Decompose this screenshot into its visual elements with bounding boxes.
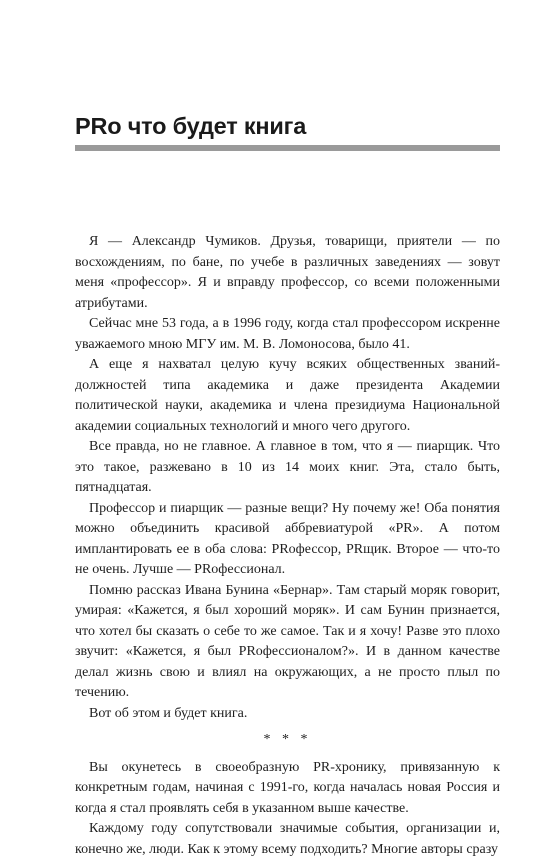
paragraph: Вы окунетесь в своеобразную PR-хронику, привязанную к конкретным годам, начиная с 1991-го, когда началась новая Россия и когда я стал проявлять себя в указанном выше качестве. xyxy=(75,759,500,816)
paragraph: Профессор и пиарщик — разные вещи? Ну почему же! Оба понятия можно объединить красивой аббревиатурой «PR». А потом имплантировать ее в оба слова: PRофессор, PRщик. Второе — что-то не очень. Лучше — PRофессионал. xyxy=(75,500,500,577)
paragraph: Сейчас мне 53 года, а в 1996 году, когда стал профессором искренне уважаемого мною МГУ им. М. В. Ломоносова, было 41. xyxy=(75,316,500,352)
title-underline xyxy=(75,145,500,151)
paragraph: Все правда, но не главное. А главное в том, что я — пиарщик. Что это такое, разжевано в 10 из 14 моих книг. Эта, стало быть, пятнадцатая. xyxy=(75,439,500,495)
paragraph: Я — Александр Чумиков. Друзья, товарищи, приятели — по восхождениям, по бане, по учебе в различных заведениях — зовут меня «профессор». Я и вправду профессор, со всеми положенными атрибутами. xyxy=(75,234,500,311)
paragraph: Каждому году сопутствовали значимые события, организации и, конечно же, люди. Как к этому всему подходить? Многие авторы сразу xyxy=(75,821,500,857)
chapter-title: PRo что будет книга xyxy=(75,113,307,139)
body-text xyxy=(75,232,500,860)
paragraph: Помню рассказ Ивана Бунина «Бернар». Там старый моряк говорит, умирая: «Кажется, я был хороший моряк». И сам Бунин признается, что хотел бы сказать о себе то же самое. Так и я хочу! Разве это плохо звучит: «Кажется, я был PRофессионалом?». И в данном качестве делал жизнь свою и влиял на окружающих, а не просто плыл по течению. xyxy=(75,582,500,700)
paragraph: А еще я нахватал целую кучу всяких общественных званий-должностей типа академика и даже президента Академии политической науки, академика и члена президиума Национальной академии социальных технологий и много чего другого. xyxy=(75,357,500,434)
paragraph: Вот об этом и будет книга. xyxy=(89,705,248,721)
section-separator: * * * xyxy=(263,732,312,747)
